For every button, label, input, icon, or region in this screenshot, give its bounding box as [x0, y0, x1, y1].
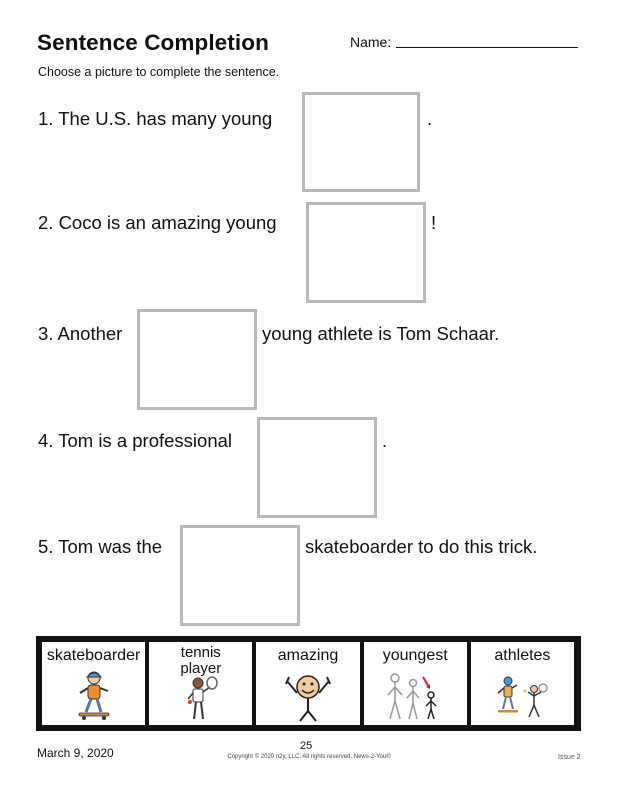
name-field-line[interactable]: [396, 47, 578, 48]
word-card-tennis-player[interactable]: [149, 642, 252, 725]
sentence-2-start: 2. Coco is an amazing young: [38, 212, 277, 233]
word-card-label: youngest: [382, 647, 448, 664]
sentence-5-end: skateboarder to do this trick.: [305, 536, 538, 557]
athletes-icon: [492, 673, 552, 723]
page-title: Sentence Completion: [37, 30, 269, 55]
word-card-amazing[interactable]: [256, 642, 359, 725]
answer-box-4[interactable]: [257, 417, 377, 518]
name-label: Name:: [350, 34, 392, 50]
word-card-label: athletes: [494, 647, 551, 664]
answer-box-5[interactable]: [180, 525, 300, 626]
answer-box-1[interactable]: [302, 92, 420, 192]
skateboarder-icon: [71, 669, 117, 723]
word-card-athletes[interactable]: [471, 642, 574, 725]
answer-box-2[interactable]: [306, 202, 426, 303]
sentence-5-start: 5. Tom was the: [38, 536, 163, 557]
tennis-player-icon: [181, 675, 221, 723]
copyright-notice: Copyright © 2020 n2y, LLC. All rights reserved. News-2-You®: [227, 754, 391, 760]
sentence-4-start: 4. Tom is a professional: [38, 430, 233, 451]
word-bank: [36, 636, 581, 731]
sentence-3-end: young athlete is Tom Schaar.: [262, 323, 500, 344]
footer-date: March 9, 2020: [37, 746, 114, 760]
page-number: 25: [300, 740, 313, 752]
sentence-4-end: .: [382, 430, 388, 451]
sentence-3-start: 3. Another: [38, 323, 123, 344]
word-card-youngest[interactable]: [364, 642, 467, 725]
word-card-label: amazing: [277, 647, 339, 664]
answer-box-3[interactable]: [137, 309, 257, 410]
word-card-label: skateboarder: [46, 647, 141, 664]
word-card-skateboarder[interactable]: [42, 642, 145, 725]
sentence-1-end: .: [427, 108, 433, 129]
instructions: Choose a picture to complete the sentence.: [38, 65, 280, 79]
issue-label: Issue 2: [558, 754, 581, 761]
amazing-face-icon: [280, 671, 336, 723]
sentence-1-start: 1. The U.S. has many young: [38, 108, 273, 129]
word-card-label: tennis player: [180, 644, 222, 677]
youngest-people-icon: [383, 671, 447, 723]
sentence-2-end: !: [431, 212, 437, 233]
